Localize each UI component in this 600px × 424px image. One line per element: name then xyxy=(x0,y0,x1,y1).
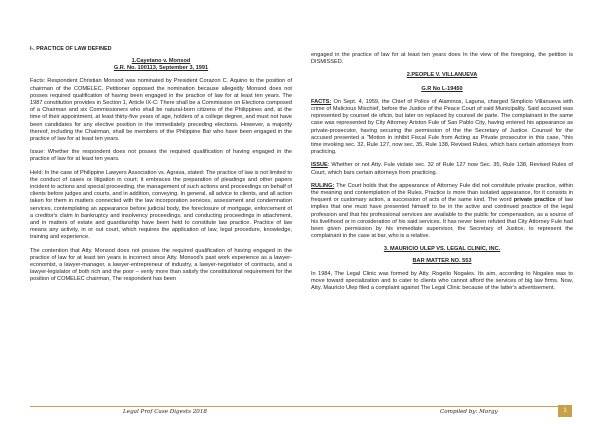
ruling-bold: private practice xyxy=(513,197,556,204)
issue-label: ISSUE xyxy=(311,162,328,169)
case1-held: Held: In the case of Philippine Lawyers Association vs. Agrava, stated: The practice of law is not limited to the conduct of cases or litigation in court; it embraces the preparation of pleadings and other papers incident to actions and special proceeding, the management of such actions and proceedings on behalf of clients before judges and courts, and in addition, conveying. In general, all advice to clients, and all action taken for them in matters connected with the law incorporation services, assessment and condemnation services, contemplating an appearance before judicial body, the foreclosure of mortgage, enforcement of a creditor's claim in bankruptcy and insolvency proceedings, and conducting proceedings in attachment, and in matters of estate and guardianship have been held to constitute law practice. Practice of law means any activity, in or out court, which requires the application of law, legal procedure, knowledge, training and experience. xyxy=(30,169,292,241)
case2-facts xyxy=(311,99,573,157)
case1-facts: Facts: Respondent Christian Monsod was nominated by President Corazon C. Aquino to the position of chairman of the COMELEC. Petitioner opposed the nomination because allegedly Monsod does not posses required qualification of having been engaged in the practice of law for at least ten years. The 1987 constitution provides in Section 1, Article IX-C: There shall be a Commission on Elections composed of a Chairman and six Commissioners who shall be natural-born citizens of the Philippines and, at the time of their appointment, at least thirty-five years of age, holders of a college degree, and must not have been candidates for any elective position in the immediately preceding elections. However, a majority thereof, including the Chairman, shall be members of the Philippine Bar who have been engaged in the practice of law for at least ten years. xyxy=(30,78,292,143)
topic-heading: I-. PRACTICE OF LAW DEFINED xyxy=(30,46,112,52)
ruling-text-b: of law implies that one must have presented himself to be in the active and continued practice of the legal profession and that his professional services are available to the public for compensation, as a source of his livelihood or in consideration of his said services. It has never been refuted that City Attorney Fule had been given permission by his immediate supervisor, the Secretary of Justice, to represent the complainant in the case at bar, who is a relative. xyxy=(311,197,573,240)
case2-title: 2.PEOPLE V. VILLANUEVA xyxy=(406,72,478,79)
page-number: 1 xyxy=(558,405,572,417)
ruling-label: RULING: xyxy=(311,182,335,189)
left-column xyxy=(30,58,292,290)
issue-text: : Whether or not Atty. Fule violate sec. 32 of Rule 127 now Sec. 35, Rule 138, Revised Rules of Court, which bars certain attorneys from practicing. xyxy=(311,162,573,176)
case1-conclusion: engaged in the practice of law for at least ten years does In the view of the foregoing, the petition is DISMISSED. xyxy=(311,52,573,66)
case3-reference: BAR MATTER NO. 553 xyxy=(412,257,472,264)
case2-ruling xyxy=(311,183,573,241)
facts-label: FACTS: xyxy=(311,98,332,105)
case2-reference: G.R No L-19450 xyxy=(421,85,463,92)
footer-compiled-by: Compiled by: Morgy xyxy=(440,409,498,415)
case1-contention: The contention that Atty. Monsod does not posses the required qualification of having engaged in the practice of law for at least ten years is incorrect since Atty. Monsod's past work experience as a lawyer-economist, a lawyer-manager, a lawyer-entrepreneur of industry, a lawyer-negotiator of contracts, and a lawyer-legislator of both rich and the poor – verily more than satisfy the constitutional requirement for the position of COMELEC chairman, The respondent has been xyxy=(30,247,292,283)
case3-text: In 1984, The Legal Clinic was formed by Atty. Rogelio Nogales. Its aim, according to Nogales was to move toward specialization and to cater to clients who cannot afford the services of big law firms. Now, Atty. Mauricio Ulep filed a complaint against The Legal Clinic because of the latter's advertisement. xyxy=(311,270,573,292)
case1-issue: Issue: Whether the respondent does not posses the required qualification of having engaged in the practice of law for at least ten years. xyxy=(30,149,292,163)
case1-reference: G.R. No. 100113, September 3, 1991 xyxy=(113,65,209,72)
right-column xyxy=(311,52,573,298)
ruling-text-a: The Court holds that the appearance of Attorney Fule did not constitute private practice, within the meaning and contemplation of the Rules. Practice is more than isolated appearance, for it consists in frequent or customary action, a succession of acts of the same kind. The word xyxy=(311,182,573,204)
case1-title: 1.Cayetano v. Monsod xyxy=(131,58,191,64)
page-footer xyxy=(30,406,570,419)
facts-text: On Sept. 4, 1959, the Chief of Police of Alaminos, Laguna, charged Simplicio Villanueva with crime of Malicious Mischief, before the Justice of the Peace Court of said Municipality. Said accused was represented by counsel de oficio, but later on replaced by counsel de parte. The complainant in the same case was represented by City Attorney Ariston Fule of San Pablo City, having entered his appearance as private-prosecutor, having securing the permission of the the Secretary of Justice. Counsel for the accused presented a "Motion in inhibit Fiscal Fule from Acting as Private prosecutor in this case, "this time invoking sec. 32, Rule 127, now sec. 35, Rule 138, Revised Rules, which bars certain attorneys from practicing. xyxy=(311,98,573,156)
footer-title: Legal Prof Case Digests 2018 xyxy=(123,409,207,415)
case2-issue xyxy=(311,162,573,176)
case3-title: 3. MAURICIO ULEP VS. LEGAL CLINIC, INC. xyxy=(383,246,501,253)
